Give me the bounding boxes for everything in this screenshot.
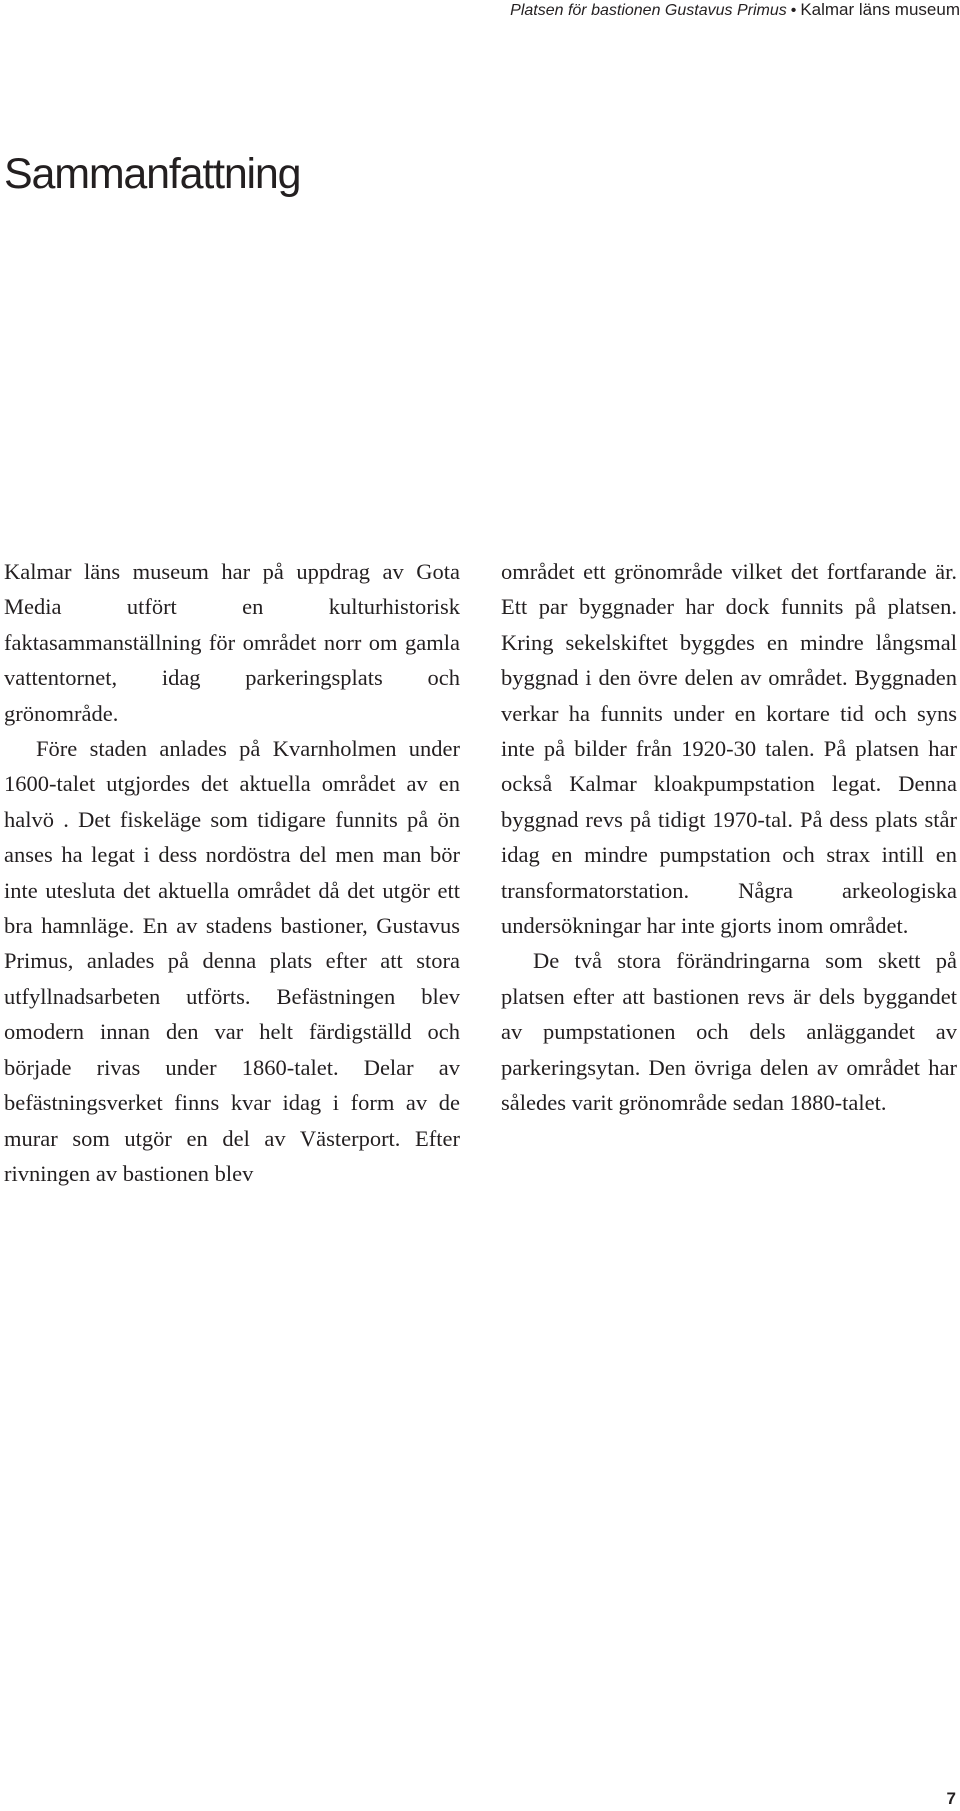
right-paragraph-1: området ett grönområde vilket det fortfarande är. Ett par byggnader har dock funnits på platsen. Kring sekelskiftet byggdes en mindre långsmal byggnad i den övre delen av området. Byggnaden verkar ha funnits under en kortare tid och syns inte på bilder från 1920-30 talen. På platsen har också Kalmar kloakpumpstation legat. Denna byggnad revs på tidigt 1970-tal. På dess plats står idag en mindre pumpstation och strax intill en transformatorstation. Några arkeologiska undersökningar har inte gjorts inom området. xyxy=(501,559,957,939)
left-paragraph-1: Kalmar läns museum har på uppdrag av Gota Media utfört en kulturhistorisk faktasammanställning för området norr om gamla vattentornet, idag parkeringsplats och grönområde. xyxy=(4,559,460,726)
section-heading: Sammanfattning xyxy=(4,150,301,198)
running-header xyxy=(0,0,960,21)
right-text-column xyxy=(501,554,957,1121)
page-number: 7 xyxy=(946,1789,956,1808)
left-text-column xyxy=(4,554,460,1191)
header-document-title: Platsen för bastionen Gustavus Primus xyxy=(510,2,787,19)
right-paragraph-2: De två stora förändringarna som skett på platsen efter att bastionen revs är dels byggandet av pumpstationen och dels anläggandet av parkeringsytan. Den övriga delen av området har således varit grönområde sedan 1880-talet. xyxy=(501,948,957,1116)
header-separator: • xyxy=(790,2,797,19)
left-paragraph-2: Före staden anlades på Kvarnholmen under 1600-talet utgjordes det aktuella området av en halvö . Det fiskeläge som tidigare funnits på ön anses ha legat i dess nordöstra del men man bör inte utesluta det aktuella området då det utgör ett bra hamnläge. En av stadens bastioner, Gustavus Primus, anlades på denna plats efter att stora utfyllnadsarbeten utförts. Befästningen blev omodern innan den var helt färdigställd och började rivas under 1860-talet. Delar av befästningsverket finns kvar idag i form av de murar som utgör en del av Västerport. Efter rivningen av bastionen blev xyxy=(4,736,460,1186)
header-organization: Kalmar läns museum xyxy=(800,0,960,19)
